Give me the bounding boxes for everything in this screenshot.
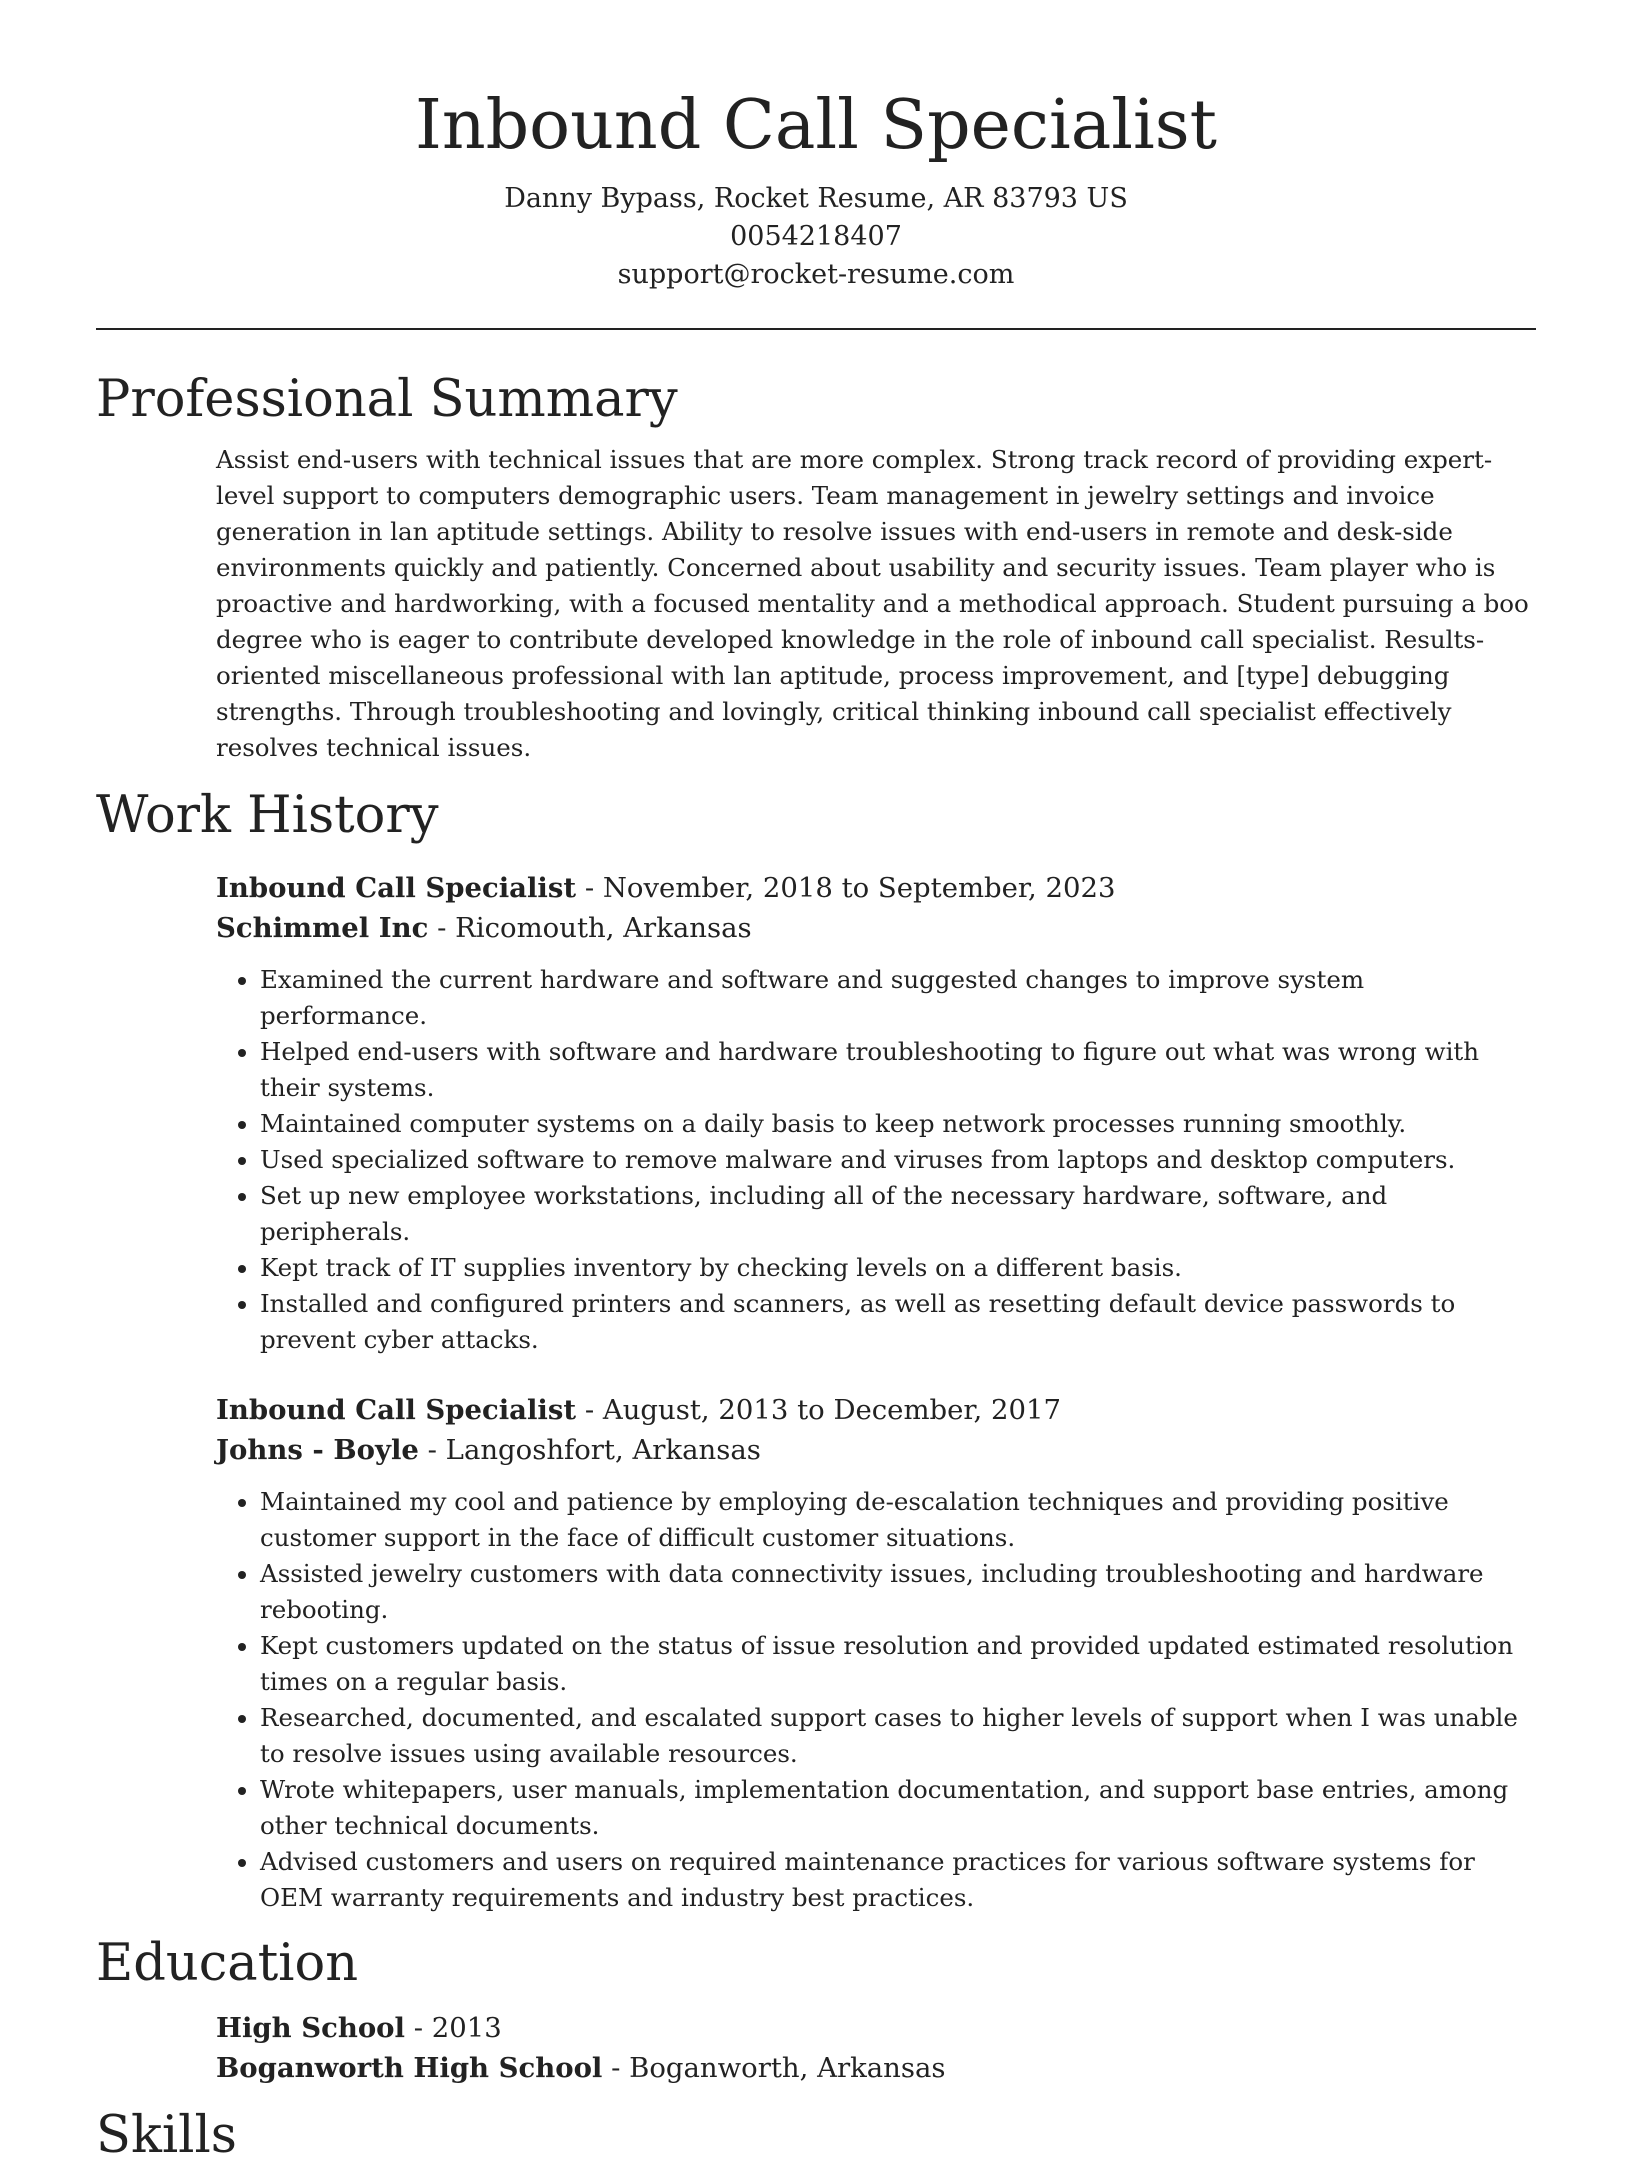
summary-heading: Professional Summary bbox=[96, 370, 678, 429]
list-item: • Installed and configured printers and scanners, as well as resetting default device passwords to prevent cyber attacks. bbox=[260, 1286, 1536, 1358]
education-section bbox=[96, 1934, 1536, 2088]
job-role: Inbound Call Specialist bbox=[216, 1394, 577, 1426]
job-title-line bbox=[216, 1390, 1536, 1430]
job-location: - Langoshfort, Arkansas bbox=[418, 1434, 761, 1466]
education-heading: Education bbox=[96, 1934, 359, 1993]
list-item: • Helped end-users with software and hardware troubleshooting to figure out what was wrong with their systems. bbox=[260, 1034, 1536, 1106]
job-dates: - November, 2018 to September, 2023 bbox=[576, 872, 1116, 904]
summary-section bbox=[96, 370, 1536, 766]
education-year: - 2013 bbox=[404, 2012, 502, 2044]
job-bullet-list bbox=[216, 1484, 1536, 1916]
education-degree: High School bbox=[216, 2012, 405, 2044]
list-item: • Maintained my cool and patience by employing de-escalation techniques and providing positive customer support in the face of difficult customer situations. bbox=[260, 1484, 1536, 1556]
job-company-line bbox=[216, 1430, 1536, 1470]
list-item: • Examined the current hardware and software and suggested changes to improve system performance. bbox=[260, 962, 1536, 1034]
summary-body bbox=[216, 442, 1536, 766]
summary-text: Assist end-users with technical issues that are more complex. Strong track record of providing expert-level support to computers demographic users. Team management in jewelry settings and invoice generation in lan aptitude settings. Ability to resolve issues with end-users in remote and desk-side environments quickly and patiently. Concerned about usability and security issues. Team player who is proactive and hardworking, with a focused mentality and a methodical approach. Student pursuing a boo degree who is eager to contribute developed knowledge in the role of inbound call specialist. Results-oriented miscellaneous professional with lan aptitude, process improvement, and [type] debugging strengths. Through troubleshooting and lovingly, critical thinking inbound call specialist effectively resolves technical issues. bbox=[216, 445, 1529, 762]
contact-phone: 0054218407 bbox=[730, 221, 902, 252]
job-dates: - August, 2013 to December, 2017 bbox=[576, 1394, 1062, 1426]
education-school: Boganworth High School bbox=[216, 2052, 603, 2084]
list-item: • Wrote whitepapers, user manuals, implementation documentation, and support base entries, among other technical documents. bbox=[260, 1772, 1536, 1844]
contact-address: Danny Bypass, Rocket Resume, AR 83793 US bbox=[504, 183, 1128, 214]
job-location: - Ricomouth, Arkansas bbox=[428, 912, 752, 944]
page-title: Inbound Call Specialist bbox=[415, 86, 1217, 165]
job-company: Johns - Boyle bbox=[216, 1434, 419, 1466]
job-company-line bbox=[216, 908, 1536, 948]
work-history-body bbox=[216, 868, 1536, 1916]
job-title-line bbox=[216, 868, 1536, 908]
job-entry bbox=[216, 1390, 1536, 1916]
list-item: • Researched, documented, and escalated support cases to higher levels of support when I was unable to resolve issues using available resources. bbox=[260, 1700, 1536, 1772]
resume-header bbox=[96, 0, 1536, 294]
skills-section bbox=[96, 2106, 1536, 2166]
work-history-heading: Work History bbox=[96, 786, 439, 845]
education-location: - Boganworth, Arkansas bbox=[602, 2052, 946, 2084]
skills-heading: Skills bbox=[96, 2106, 237, 2165]
education-degree-line bbox=[216, 2008, 1536, 2048]
resume-page bbox=[96, 0, 1536, 2166]
education-school-line bbox=[216, 2048, 1536, 2088]
work-history-section bbox=[96, 786, 1536, 1916]
job-company: Schimmel Inc bbox=[216, 912, 429, 944]
job-bullet-list bbox=[216, 962, 1536, 1358]
list-item: • Used specialized software to remove malware and viruses from laptops and desktop computers. bbox=[260, 1142, 1536, 1178]
education-body bbox=[216, 2008, 1536, 2088]
list-item: • Kept customers updated on the status of issue resolution and provided updated estimated resolution times on a regular basis. bbox=[260, 1628, 1536, 1700]
list-item: • Set up new employee workstations, including all of the necessary hardware, software, and peripherals. bbox=[260, 1178, 1536, 1250]
job-entry bbox=[216, 868, 1536, 1358]
list-item: • Maintained computer systems on a daily basis to keep network processes running smoothly. bbox=[260, 1106, 1536, 1142]
header-divider bbox=[96, 328, 1536, 330]
job-role: Inbound Call Specialist bbox=[216, 872, 577, 904]
list-item: • Kept track of IT supplies inventory by checking levels on a different basis. bbox=[260, 1250, 1536, 1286]
list-item: • Assisted jewelry customers with data connectivity issues, including troubleshooting and hardware rebooting. bbox=[260, 1556, 1536, 1628]
list-item: • Advised customers and users on required maintenance practices for various software systems for OEM warranty requirements and industry best practices. bbox=[260, 1844, 1536, 1916]
contact-email: support@rocket-resume.com bbox=[617, 259, 1015, 290]
